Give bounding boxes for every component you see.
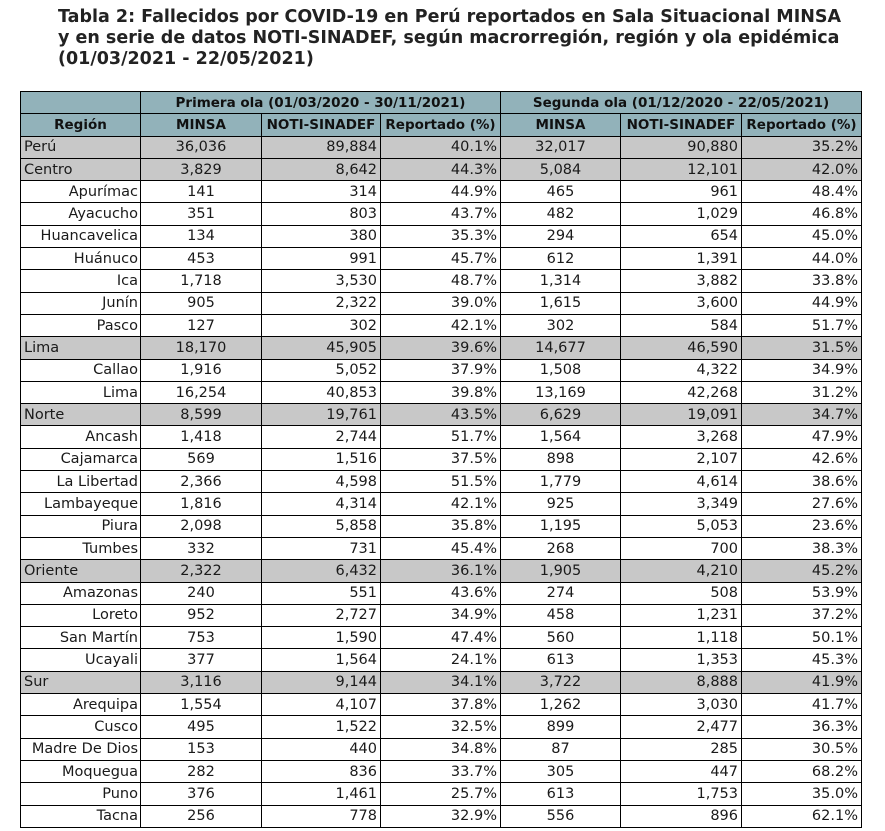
w2-noti-cell: 1,391 bbox=[621, 248, 742, 270]
region-name-cell: Piura bbox=[21, 515, 141, 537]
w1-noti-cell: 731 bbox=[262, 537, 381, 559]
w1-reported-cell: 34.9% bbox=[381, 604, 501, 626]
w2-minsa-cell: 274 bbox=[501, 582, 621, 604]
w1-minsa-cell: 495 bbox=[141, 716, 262, 738]
w1-reported-cell: 39.8% bbox=[381, 381, 501, 403]
w2-minsa-cell: 1,905 bbox=[501, 560, 621, 582]
w1-reported-cell: 35.8% bbox=[381, 515, 501, 537]
w2-noti-cell: 1,231 bbox=[621, 604, 742, 626]
w2-minsa-cell: 1,615 bbox=[501, 292, 621, 314]
w2-noti-cell: 5,053 bbox=[621, 515, 742, 537]
w1-minsa-cell: 8,599 bbox=[141, 404, 262, 426]
w1-noti-cell: 314 bbox=[262, 181, 381, 203]
w2-minsa-cell: 87 bbox=[501, 738, 621, 760]
header-wave1: Primera ola (01/03/2020 - 30/11/2021) bbox=[141, 92, 501, 114]
w2-noti-cell: 19,091 bbox=[621, 404, 742, 426]
region-name-cell: Ancash bbox=[21, 426, 141, 448]
region-row bbox=[21, 805, 862, 827]
w2-noti-cell: 1,029 bbox=[621, 203, 742, 225]
w2-reported-cell: 53.9% bbox=[742, 582, 862, 604]
w2-noti-cell: 90,880 bbox=[621, 136, 742, 158]
w1-minsa-cell: 256 bbox=[141, 805, 262, 827]
w1-minsa-cell: 18,170 bbox=[141, 337, 262, 359]
w2-reported-cell: 45.2% bbox=[742, 560, 862, 582]
w1-noti-cell: 89,884 bbox=[262, 136, 381, 158]
w2-reported-cell: 38.3% bbox=[742, 537, 862, 559]
w1-reported-cell: 37.5% bbox=[381, 448, 501, 470]
region-name-cell: Lambayeque bbox=[21, 493, 141, 515]
header-w1-minsa: MINSA bbox=[141, 114, 262, 136]
w1-minsa-cell: 1,718 bbox=[141, 270, 262, 292]
region-name-cell: Junín bbox=[21, 292, 141, 314]
table-title: Tabla 2: Fallecidos por COVID-19 en Perú reportados en Sala Situacional MINSA y en serie de datos NOTI-SINADEF, según macrorregión, región y ola epidémica (01/03/2021 - 22/05/2021) bbox=[58, 7, 842, 69]
header-w2-minsa: MINSA bbox=[501, 114, 621, 136]
w1-reported-cell: 42.1% bbox=[381, 493, 501, 515]
w2-reported-cell: 27.6% bbox=[742, 493, 862, 515]
w2-minsa-cell: 612 bbox=[501, 248, 621, 270]
region-row bbox=[21, 537, 862, 559]
region-row bbox=[21, 582, 862, 604]
region-name-cell: Callao bbox=[21, 359, 141, 381]
w2-noti-cell: 285 bbox=[621, 738, 742, 760]
w2-noti-cell: 8,888 bbox=[621, 671, 742, 693]
w2-reported-cell: 44.0% bbox=[742, 248, 862, 270]
w1-reported-cell: 25.7% bbox=[381, 783, 501, 805]
w1-minsa-cell: 2,098 bbox=[141, 515, 262, 537]
region-row bbox=[21, 738, 862, 760]
w1-minsa-cell: 3,116 bbox=[141, 671, 262, 693]
w2-reported-cell: 45.0% bbox=[742, 225, 862, 247]
w2-minsa-cell: 465 bbox=[501, 181, 621, 203]
w2-noti-cell: 1,353 bbox=[621, 649, 742, 671]
region-name-cell: Puno bbox=[21, 783, 141, 805]
region-name-cell: Tacna bbox=[21, 805, 141, 827]
w2-reported-cell: 36.3% bbox=[742, 716, 862, 738]
w1-minsa-cell: 952 bbox=[141, 604, 262, 626]
header-w2-noti: NOTI-SINADEF bbox=[621, 114, 742, 136]
w1-noti-cell: 19,761 bbox=[262, 404, 381, 426]
w2-reported-cell: 44.9% bbox=[742, 292, 862, 314]
w1-reported-cell: 47.4% bbox=[381, 627, 501, 649]
w2-reported-cell: 50.1% bbox=[742, 627, 862, 649]
w2-reported-cell: 41.7% bbox=[742, 694, 862, 716]
w1-reported-cell: 51.7% bbox=[381, 426, 501, 448]
w2-reported-cell: 34.9% bbox=[742, 359, 862, 381]
w1-noti-cell: 45,905 bbox=[262, 337, 381, 359]
w1-reported-cell: 43.6% bbox=[381, 582, 501, 604]
table-body bbox=[21, 136, 862, 827]
w1-reported-cell: 51.5% bbox=[381, 471, 501, 493]
w1-noti-cell: 778 bbox=[262, 805, 381, 827]
macroregion-row bbox=[21, 158, 862, 180]
w2-noti-cell: 2,107 bbox=[621, 448, 742, 470]
region-name-cell: Ayacucho bbox=[21, 203, 141, 225]
w1-minsa-cell: 453 bbox=[141, 248, 262, 270]
region-name-cell: Perú bbox=[21, 136, 141, 158]
region-row bbox=[21, 426, 862, 448]
w1-minsa-cell: 377 bbox=[141, 649, 262, 671]
w1-noti-cell: 1,516 bbox=[262, 448, 381, 470]
w2-reported-cell: 33.8% bbox=[742, 270, 862, 292]
region-name-cell: Huánuco bbox=[21, 248, 141, 270]
header-row-waves bbox=[21, 92, 862, 114]
w1-minsa-cell: 376 bbox=[141, 783, 262, 805]
covid-deaths-table bbox=[20, 91, 862, 828]
w2-reported-cell: 48.4% bbox=[742, 181, 862, 203]
w1-minsa-cell: 134 bbox=[141, 225, 262, 247]
region-row bbox=[21, 225, 862, 247]
region-row bbox=[21, 314, 862, 336]
w2-minsa-cell: 14,677 bbox=[501, 337, 621, 359]
region-row bbox=[21, 716, 862, 738]
w2-noti-cell: 1,118 bbox=[621, 627, 742, 649]
w1-reported-cell: 33.7% bbox=[381, 760, 501, 782]
w2-reported-cell: 47.9% bbox=[742, 426, 862, 448]
region-name-cell: Moquegua bbox=[21, 760, 141, 782]
w2-minsa-cell: 268 bbox=[501, 537, 621, 559]
w1-noti-cell: 3,530 bbox=[262, 270, 381, 292]
w1-noti-cell: 6,432 bbox=[262, 560, 381, 582]
w1-noti-cell: 1,522 bbox=[262, 716, 381, 738]
w2-minsa-cell: 482 bbox=[501, 203, 621, 225]
w2-reported-cell: 35.0% bbox=[742, 783, 862, 805]
w1-minsa-cell: 569 bbox=[141, 448, 262, 470]
macroregion-row bbox=[21, 404, 862, 426]
region-name-cell: Centro bbox=[21, 158, 141, 180]
w1-reported-cell: 34.1% bbox=[381, 671, 501, 693]
w1-minsa-cell: 1,418 bbox=[141, 426, 262, 448]
w2-reported-cell: 37.2% bbox=[742, 604, 862, 626]
w2-noti-cell: 12,101 bbox=[621, 158, 742, 180]
w1-minsa-cell: 1,916 bbox=[141, 359, 262, 381]
region-row bbox=[21, 270, 862, 292]
w1-minsa-cell: 127 bbox=[141, 314, 262, 336]
region-name-cell: Madre De Dios bbox=[21, 738, 141, 760]
w1-minsa-cell: 905 bbox=[141, 292, 262, 314]
w1-minsa-cell: 1,554 bbox=[141, 694, 262, 716]
w2-reported-cell: 42.6% bbox=[742, 448, 862, 470]
w1-reported-cell: 42.1% bbox=[381, 314, 501, 336]
w1-noti-cell: 1,461 bbox=[262, 783, 381, 805]
w2-minsa-cell: 1,779 bbox=[501, 471, 621, 493]
w2-minsa-cell: 3,722 bbox=[501, 671, 621, 693]
macroregion-row bbox=[21, 136, 862, 158]
w1-noti-cell: 836 bbox=[262, 760, 381, 782]
w1-reported-cell: 32.9% bbox=[381, 805, 501, 827]
w2-noti-cell: 3,600 bbox=[621, 292, 742, 314]
region-name-cell: Apurímac bbox=[21, 181, 141, 203]
w2-noti-cell: 584 bbox=[621, 314, 742, 336]
w1-reported-cell: 40.1% bbox=[381, 136, 501, 158]
w1-minsa-cell: 36,036 bbox=[141, 136, 262, 158]
w2-noti-cell: 2,477 bbox=[621, 716, 742, 738]
w1-minsa-cell: 351 bbox=[141, 203, 262, 225]
w2-reported-cell: 31.5% bbox=[742, 337, 862, 359]
w1-noti-cell: 4,314 bbox=[262, 493, 381, 515]
w1-noti-cell: 551 bbox=[262, 582, 381, 604]
w1-minsa-cell: 282 bbox=[141, 760, 262, 782]
w1-minsa-cell: 153 bbox=[141, 738, 262, 760]
region-name-cell: Cajamarca bbox=[21, 448, 141, 470]
w2-reported-cell: 62.1% bbox=[742, 805, 862, 827]
w2-noti-cell: 654 bbox=[621, 225, 742, 247]
region-name-cell: Amazonas bbox=[21, 582, 141, 604]
w2-reported-cell: 42.0% bbox=[742, 158, 862, 180]
region-name-cell: Oriente bbox=[21, 560, 141, 582]
region-name-cell: Loreto bbox=[21, 604, 141, 626]
w2-reported-cell: 35.2% bbox=[742, 136, 862, 158]
w1-noti-cell: 9,144 bbox=[262, 671, 381, 693]
region-name-cell: Norte bbox=[21, 404, 141, 426]
w2-minsa-cell: 32,017 bbox=[501, 136, 621, 158]
w1-reported-cell: 32.5% bbox=[381, 716, 501, 738]
w1-noti-cell: 803 bbox=[262, 203, 381, 225]
w1-noti-cell: 40,853 bbox=[262, 381, 381, 403]
w2-minsa-cell: 305 bbox=[501, 760, 621, 782]
macroregion-row bbox=[21, 671, 862, 693]
w2-reported-cell: 23.6% bbox=[742, 515, 862, 537]
w1-reported-cell: 44.9% bbox=[381, 181, 501, 203]
region-row bbox=[21, 604, 862, 626]
w2-noti-cell: 1,753 bbox=[621, 783, 742, 805]
w2-minsa-cell: 294 bbox=[501, 225, 621, 247]
header-row-columns bbox=[21, 114, 862, 136]
w2-minsa-cell: 1,195 bbox=[501, 515, 621, 537]
w2-minsa-cell: 1,262 bbox=[501, 694, 621, 716]
w1-reported-cell: 43.7% bbox=[381, 203, 501, 225]
w1-noti-cell: 2,727 bbox=[262, 604, 381, 626]
region-row bbox=[21, 359, 862, 381]
w2-minsa-cell: 6,629 bbox=[501, 404, 621, 426]
w1-noti-cell: 440 bbox=[262, 738, 381, 760]
w2-noti-cell: 700 bbox=[621, 537, 742, 559]
w2-minsa-cell: 458 bbox=[501, 604, 621, 626]
macroregion-row bbox=[21, 560, 862, 582]
region-row bbox=[21, 448, 862, 470]
w1-reported-cell: 39.0% bbox=[381, 292, 501, 314]
w2-noti-cell: 3,030 bbox=[621, 694, 742, 716]
w2-noti-cell: 4,322 bbox=[621, 359, 742, 381]
w2-noti-cell: 42,268 bbox=[621, 381, 742, 403]
region-name-cell: Arequipa bbox=[21, 694, 141, 716]
region-name-cell: Cusco bbox=[21, 716, 141, 738]
region-name-cell: Tumbes bbox=[21, 537, 141, 559]
region-row bbox=[21, 783, 862, 805]
region-name-cell: Pasco bbox=[21, 314, 141, 336]
w1-reported-cell: 43.5% bbox=[381, 404, 501, 426]
w1-reported-cell: 34.8% bbox=[381, 738, 501, 760]
region-row bbox=[21, 181, 862, 203]
w1-noti-cell: 2,744 bbox=[262, 426, 381, 448]
region-name-cell: La Libertad bbox=[21, 471, 141, 493]
region-row bbox=[21, 471, 862, 493]
w1-noti-cell: 302 bbox=[262, 314, 381, 336]
region-row bbox=[21, 381, 862, 403]
region-name-cell: Ucayali bbox=[21, 649, 141, 671]
w1-reported-cell: 36.1% bbox=[381, 560, 501, 582]
region-row bbox=[21, 694, 862, 716]
w2-minsa-cell: 302 bbox=[501, 314, 621, 336]
w1-noti-cell: 8,642 bbox=[262, 158, 381, 180]
region-row bbox=[21, 203, 862, 225]
w2-noti-cell: 46,590 bbox=[621, 337, 742, 359]
w2-minsa-cell: 1,508 bbox=[501, 359, 621, 381]
w2-noti-cell: 3,268 bbox=[621, 426, 742, 448]
region-row bbox=[21, 493, 862, 515]
w1-noti-cell: 380 bbox=[262, 225, 381, 247]
w1-reported-cell: 45.7% bbox=[381, 248, 501, 270]
w2-minsa-cell: 1,564 bbox=[501, 426, 621, 448]
region-row bbox=[21, 760, 862, 782]
w2-minsa-cell: 13,169 bbox=[501, 381, 621, 403]
region-row bbox=[21, 515, 862, 537]
w2-noti-cell: 508 bbox=[621, 582, 742, 604]
region-name-cell: Ica bbox=[21, 270, 141, 292]
w1-minsa-cell: 240 bbox=[141, 582, 262, 604]
w2-noti-cell: 447 bbox=[621, 760, 742, 782]
w2-minsa-cell: 898 bbox=[501, 448, 621, 470]
region-row bbox=[21, 649, 862, 671]
w2-noti-cell: 4,210 bbox=[621, 560, 742, 582]
w2-minsa-cell: 5,084 bbox=[501, 158, 621, 180]
w2-minsa-cell: 613 bbox=[501, 649, 621, 671]
w1-reported-cell: 45.4% bbox=[381, 537, 501, 559]
region-row bbox=[21, 627, 862, 649]
macroregion-row bbox=[21, 337, 862, 359]
w1-reported-cell: 44.3% bbox=[381, 158, 501, 180]
w1-minsa-cell: 1,816 bbox=[141, 493, 262, 515]
header-w1-reported: Reportado (%) bbox=[381, 114, 501, 136]
w1-reported-cell: 24.1% bbox=[381, 649, 501, 671]
w1-reported-cell: 48.7% bbox=[381, 270, 501, 292]
w1-minsa-cell: 2,366 bbox=[141, 471, 262, 493]
w1-reported-cell: 35.3% bbox=[381, 225, 501, 247]
w2-reported-cell: 46.8% bbox=[742, 203, 862, 225]
w1-reported-cell: 37.8% bbox=[381, 694, 501, 716]
w1-minsa-cell: 332 bbox=[141, 537, 262, 559]
w1-minsa-cell: 141 bbox=[141, 181, 262, 203]
region-row bbox=[21, 248, 862, 270]
w2-minsa-cell: 1,314 bbox=[501, 270, 621, 292]
w1-minsa-cell: 3,829 bbox=[141, 158, 262, 180]
header-w1-noti: NOTI-SINADEF bbox=[262, 114, 381, 136]
region-name-cell: San Martín bbox=[21, 627, 141, 649]
w1-minsa-cell: 2,322 bbox=[141, 560, 262, 582]
w1-noti-cell: 5,052 bbox=[262, 359, 381, 381]
w1-noti-cell: 1,590 bbox=[262, 627, 381, 649]
w2-noti-cell: 896 bbox=[621, 805, 742, 827]
w1-minsa-cell: 753 bbox=[141, 627, 262, 649]
region-name-cell: Lima bbox=[21, 337, 141, 359]
w2-reported-cell: 41.9% bbox=[742, 671, 862, 693]
w2-minsa-cell: 925 bbox=[501, 493, 621, 515]
region-name-cell: Sur bbox=[21, 671, 141, 693]
w2-reported-cell: 34.7% bbox=[742, 404, 862, 426]
w2-reported-cell: 31.2% bbox=[742, 381, 862, 403]
w2-reported-cell: 30.5% bbox=[742, 738, 862, 760]
w2-noti-cell: 4,614 bbox=[621, 471, 742, 493]
w1-noti-cell: 4,598 bbox=[262, 471, 381, 493]
w2-noti-cell: 3,882 bbox=[621, 270, 742, 292]
region-name-cell: Huancavelica bbox=[21, 225, 141, 247]
w1-noti-cell: 5,858 bbox=[262, 515, 381, 537]
w1-reported-cell: 39.6% bbox=[381, 337, 501, 359]
w1-noti-cell: 2,322 bbox=[262, 292, 381, 314]
w2-minsa-cell: 556 bbox=[501, 805, 621, 827]
w2-reported-cell: 51.7% bbox=[742, 314, 862, 336]
w1-noti-cell: 991 bbox=[262, 248, 381, 270]
w1-reported-cell: 37.9% bbox=[381, 359, 501, 381]
w1-minsa-cell: 16,254 bbox=[141, 381, 262, 403]
w2-minsa-cell: 899 bbox=[501, 716, 621, 738]
w2-noti-cell: 3,349 bbox=[621, 493, 742, 515]
w2-minsa-cell: 613 bbox=[501, 783, 621, 805]
w1-noti-cell: 1,564 bbox=[262, 649, 381, 671]
w2-noti-cell: 961 bbox=[621, 181, 742, 203]
region-name-cell: Lima bbox=[21, 381, 141, 403]
w2-reported-cell: 38.6% bbox=[742, 471, 862, 493]
w2-reported-cell: 68.2% bbox=[742, 760, 862, 782]
header-wave2: Segunda ola (01/12/2020 - 22/05/2021) bbox=[501, 92, 862, 114]
w1-noti-cell: 4,107 bbox=[262, 694, 381, 716]
region-row bbox=[21, 292, 862, 314]
header-w2-reported: Reportado (%) bbox=[742, 114, 862, 136]
header-region: Región bbox=[21, 114, 141, 136]
header-empty-cell bbox=[21, 92, 141, 114]
w2-reported-cell: 45.3% bbox=[742, 649, 862, 671]
w2-minsa-cell: 560 bbox=[501, 627, 621, 649]
